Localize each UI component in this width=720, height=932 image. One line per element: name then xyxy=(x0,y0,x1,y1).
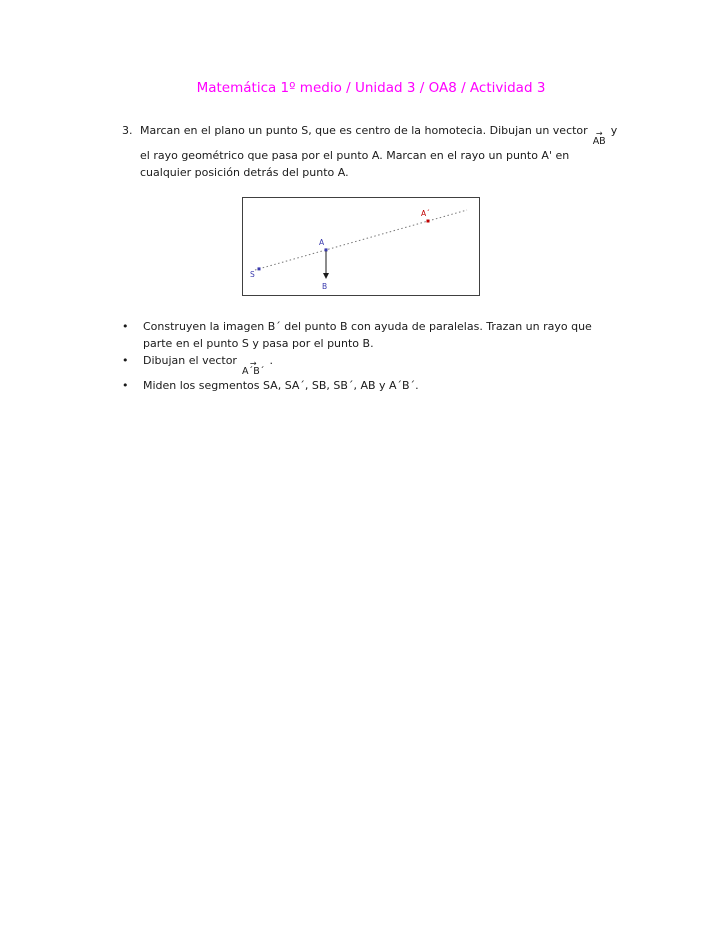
figure-canvas xyxy=(243,198,479,295)
vector-ab-arrowhead xyxy=(323,273,329,279)
list-item xyxy=(122,318,620,352)
page-title: Matemática 1º medio / Unidad 3 / OA8 / Actividad 3 xyxy=(196,80,546,96)
bullet-list xyxy=(122,318,620,394)
label-s: S xyxy=(250,270,255,279)
item-number: 3. xyxy=(122,124,133,137)
point-s xyxy=(258,267,261,270)
item-text-before: Marcan en el plano un punto S, que es centro de la homotecia. Dibujan un vector xyxy=(140,124,588,137)
bullet-text-1: Construyen la imagen B´ del punto B con ayuda de paralelas. Trazan un rayo que parte en el punto S y pasa por el punto B. xyxy=(143,320,592,350)
item-text-after: y el rayo geométrico que pasa por el punto A. Marcan en el rayo un punto A' en cualquier posición detrás del punto A. xyxy=(140,124,618,179)
bullet-2-text-after: . xyxy=(269,354,273,367)
bullet-2-text: Dibujan el vector xyxy=(143,354,237,367)
point-a-prime xyxy=(427,220,430,223)
list-item xyxy=(122,352,620,377)
bullet-icon: • xyxy=(122,320,129,333)
homothety-figure xyxy=(242,197,480,296)
vector-arrow-icon: → xyxy=(249,359,257,368)
vector-ab-label: AB xyxy=(592,136,606,147)
list-item xyxy=(122,377,620,394)
point-a xyxy=(325,248,328,251)
label-a-prime: A´ xyxy=(421,209,430,218)
bullet-icon: • xyxy=(122,354,129,367)
bullet-text-2 xyxy=(143,352,273,377)
label-a: A xyxy=(319,238,325,247)
vector-a-prime-b-prime-label: A´B´ xyxy=(241,366,265,377)
label-b: B xyxy=(322,282,328,291)
vector-ab-notation xyxy=(593,131,606,147)
vector-a-prime-b-prime-notation xyxy=(242,361,265,377)
bullet-icon: • xyxy=(122,379,129,392)
dotted-ray xyxy=(255,210,467,270)
item-text xyxy=(140,122,620,181)
vector-arrow-icon: → xyxy=(595,129,603,138)
activity-item-3 xyxy=(122,122,620,181)
bullet-text-3: Miden los segmentos SA, SA´, SB, SB´, AB y A´B´. xyxy=(143,379,419,392)
